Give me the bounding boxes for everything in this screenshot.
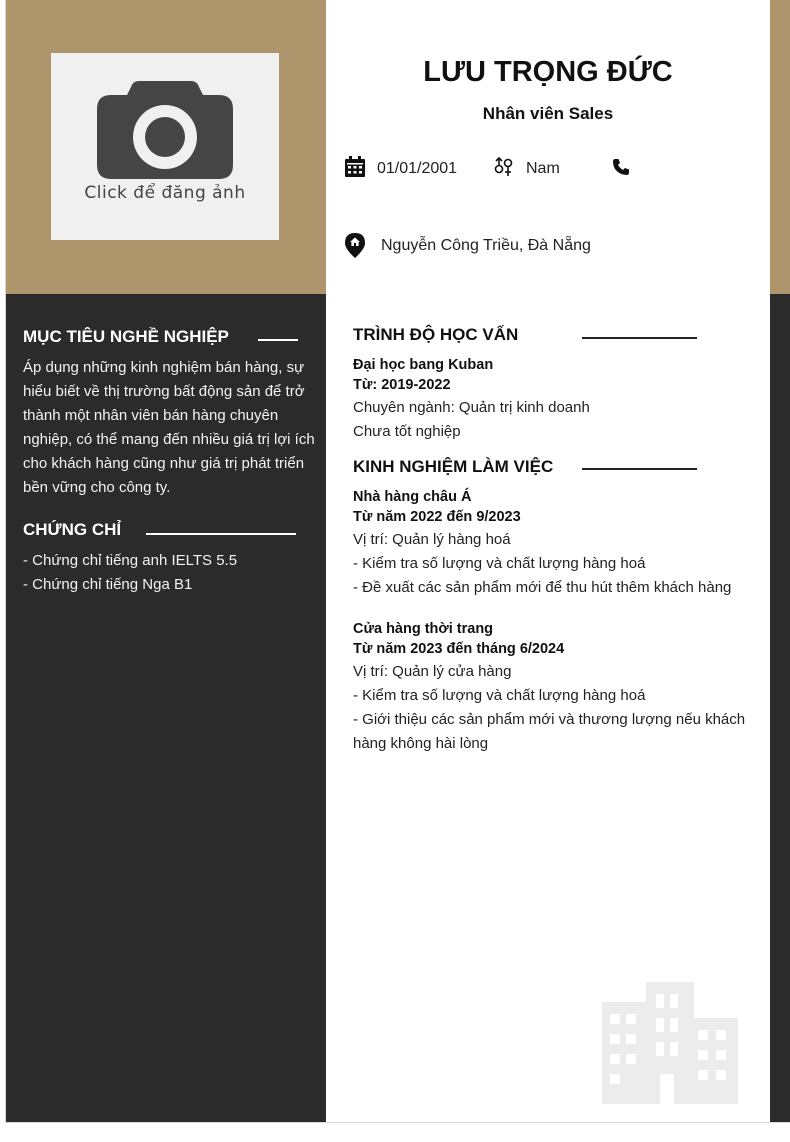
job-period[interactable]: Từ năm 2023 đến tháng 6/2024 bbox=[353, 641, 565, 657]
photo-caption: Click để đăng ảnh bbox=[84, 183, 246, 203]
objective-line: bền vững cho công ty. bbox=[23, 479, 171, 496]
job-duty: - Kiểm tra số lượng và chất lượng hàng hoá bbox=[353, 687, 646, 704]
experience-title: KINH NGHIỆM LÀM VIỆC bbox=[353, 457, 554, 476]
certificates-list[interactable] bbox=[23, 549, 315, 597]
objective-text[interactable] bbox=[23, 356, 315, 500]
accent-stripe-top bbox=[770, 0, 790, 294]
education-divider bbox=[582, 337, 697, 339]
location-icon bbox=[345, 233, 365, 258]
calendar-icon bbox=[345, 156, 365, 177]
education-title: TRÌNH ĐỘ HỌC VẤN bbox=[353, 325, 519, 344]
candidate-name[interactable]: LƯU TRỌNG ĐỨC bbox=[423, 56, 673, 88]
education-school[interactable]: Đại học bang Kuban bbox=[353, 357, 494, 373]
job-company[interactable]: Nhà hàng châu Á bbox=[353, 489, 472, 505]
education-details[interactable] bbox=[353, 396, 753, 444]
camera-icon bbox=[97, 79, 233, 179]
education-status: Chưa tốt nghiệp bbox=[353, 423, 461, 440]
phone-icon bbox=[612, 158, 630, 176]
objective-line: nghiệp, có thể mang đến nhiều giá trị lợi ích bbox=[23, 431, 315, 448]
job-duty: - Giới thiệu các sản phẩm mới và thương lượng nếu khách bbox=[353, 711, 746, 728]
job-duty: - Kiểm tra số lượng và chất lượng hàng hoá bbox=[353, 555, 646, 572]
objective-line: hiểu biết về thị trường bất động sản để trở bbox=[23, 383, 305, 400]
objective-divider bbox=[258, 339, 298, 341]
job-period[interactable]: Từ năm 2022 đến 9/2023 bbox=[353, 509, 521, 525]
certificates-divider bbox=[146, 533, 296, 535]
gender-icon bbox=[493, 157, 513, 177]
objective-line: thành một nhân viên bán hàng chuyên bbox=[23, 407, 279, 424]
objective-line: Áp dụng những kinh nghiệm bán hàng, sự bbox=[23, 359, 305, 376]
job-duty: - Đề xuất các sản phẩm mới để thu hút thêm khách hàng bbox=[353, 579, 732, 596]
gender[interactable]: Nam bbox=[526, 160, 560, 177]
accent-stripe-bottom bbox=[770, 294, 790, 1122]
certificate-item: - Chứng chỉ tiếng anh IELTS 5.5 bbox=[23, 552, 238, 569]
birthdate[interactable]: 01/01/2001 bbox=[377, 160, 458, 177]
objective-line: cho khách hàng cũng như giá trị phát triển bbox=[23, 455, 305, 472]
education-major: Chuyên ngành: Quản trị kinh doanh bbox=[353, 399, 590, 416]
education-period[interactable]: Từ: 2019-2022 bbox=[353, 377, 451, 393]
job-title[interactable]: Nhân viên Sales bbox=[482, 104, 614, 123]
job-position: Vị trí: Quản lý cửa hàng bbox=[353, 663, 512, 680]
objective-title: MỤC TIÊU NGHỀ NGHIỆP bbox=[23, 327, 229, 346]
job-duty: hàng không hài lòng bbox=[353, 735, 489, 752]
job-details[interactable] bbox=[353, 528, 753, 600]
job-position: Vị trí: Quản lý hàng hoá bbox=[353, 531, 511, 548]
job-details[interactable] bbox=[353, 660, 753, 756]
building-watermark-icon bbox=[602, 982, 738, 1104]
photo-upload-button[interactable] bbox=[51, 53, 279, 240]
experience-divider bbox=[582, 468, 697, 470]
job-company[interactable]: Cửa hàng thời trang bbox=[353, 621, 494, 637]
address[interactable]: Nguyễn Công Triều, Đà Nẵng bbox=[381, 237, 591, 254]
certificate-item: - Chứng chỉ tiếng Nga B1 bbox=[23, 576, 193, 593]
certificates-title: CHỨNG CHỈ bbox=[23, 520, 122, 539]
